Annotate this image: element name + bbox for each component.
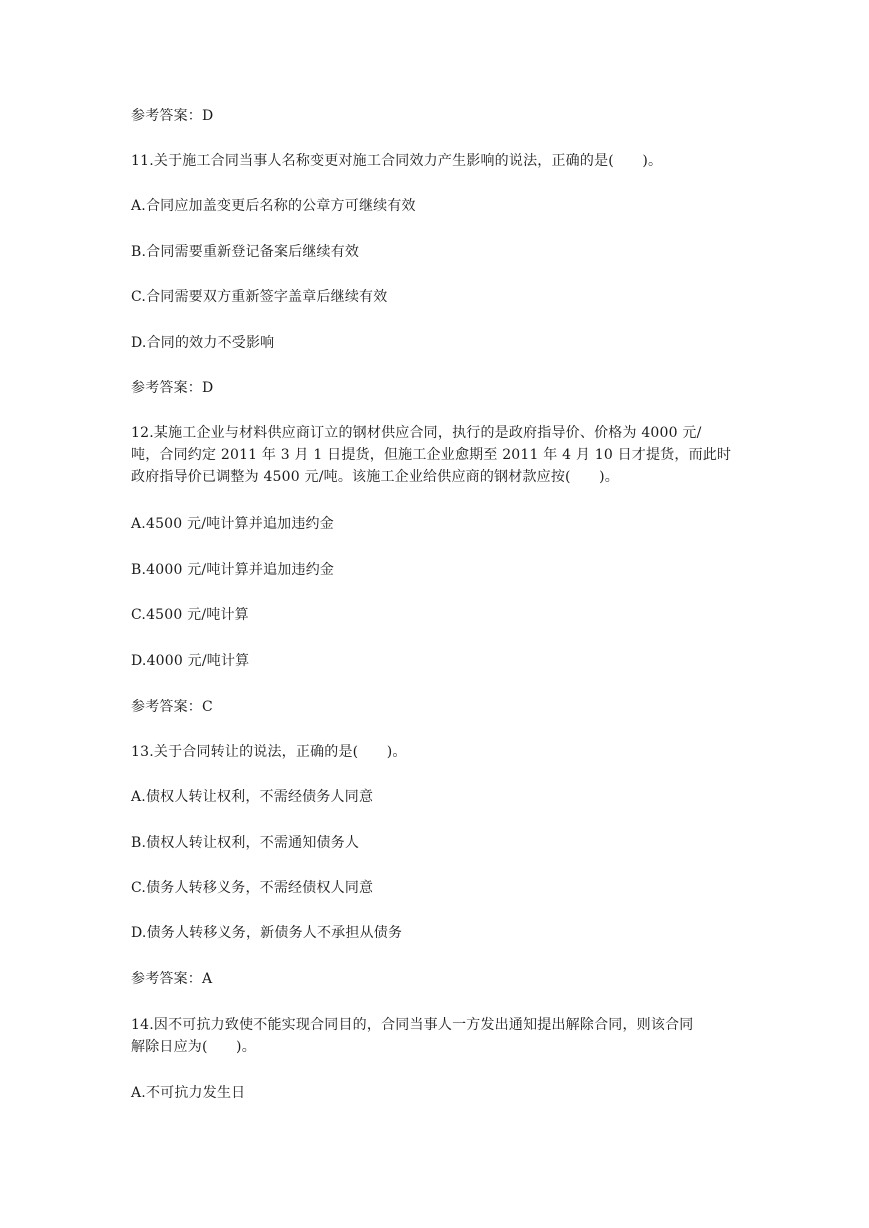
- q11-option-a: A.合同应加盖变更后名称的公章方可继续有效: [131, 198, 416, 214]
- q11-option-d: D.合同的效力不受影响: [131, 335, 275, 351]
- q13-option-d: D.债务人转移义务，新债务人不承担从债务: [131, 925, 403, 941]
- answer-q13: 参考答案：A: [131, 971, 213, 987]
- q12-option-a: A.4500 元/吨计算并追加违约金: [131, 516, 334, 532]
- question-14: [131, 1014, 751, 1058]
- question-13: 13.关于合同转让的说法，正确的是( )。: [131, 744, 407, 760]
- q13-option-a: A.债权人转让权利，不需经债务人同意: [131, 789, 374, 805]
- answer-q10: 参考答案：D: [131, 108, 214, 124]
- question-12-line-3: 政府指导价已调整为 4500 元/吨。该施工企业给供应商的钢材款应按( )。: [131, 469, 619, 485]
- q13-option-c: C.债务人转移义务，不需经债权人同意: [131, 880, 374, 896]
- question-12-line-1: 12.某施工企业与材料供应商订立的钢材供应合同，执行的是政府指导价、价格为 4000 元/: [131, 425, 702, 441]
- question-12: [131, 422, 751, 488]
- question-14-line-2: 解除日应为( )。: [131, 1039, 256, 1055]
- q11-option-b: B.合同需要重新登记备案后继续有效: [131, 244, 360, 260]
- answer-q11: 参考答案：D: [131, 380, 214, 396]
- question-11: 11.关于施工合同当事人名称变更对施工合同效力产生影响的说法，正确的是( )。: [131, 153, 663, 169]
- q12-option-b: B.4000 元/吨计算并追加违约金: [131, 562, 335, 578]
- question-14-line-1: 14.因不可抗力致使不能实现合同目的，合同当事人一方发出通知提出解除合同，则该合同: [131, 1017, 694, 1033]
- q14-option-a: A.不可抗力发生日: [131, 1085, 246, 1101]
- question-12-line-2: 吨，合同约定 2011 年 3 月 1 日提货，但施工企业愈期至 2011 年 4 月 10 日才提货，而此时: [131, 447, 732, 463]
- q11-option-c: C.合同需要双方重新签字盖章后继续有效: [131, 289, 388, 305]
- answer-q12: 参考答案：C: [131, 699, 213, 715]
- q13-option-b: B.债权人转让权利，不需通知债务人: [131, 835, 360, 851]
- q12-option-c: C.4500 元/吨计算: [131, 607, 249, 623]
- q12-option-d: D.4000 元/吨计算: [131, 653, 250, 669]
